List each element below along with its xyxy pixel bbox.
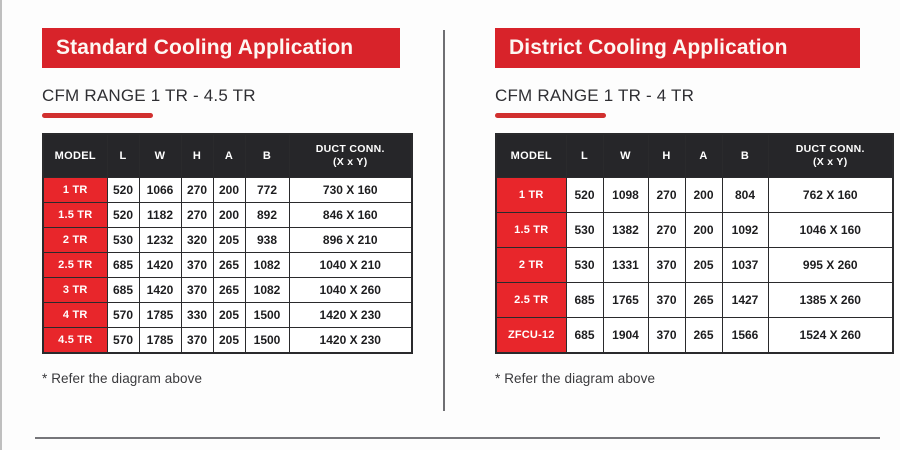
cell-duct-conn: 1040 X 260	[289, 278, 412, 303]
table-row	[496, 178, 893, 213]
cell-h: 270	[181, 203, 213, 228]
column-header-b: B	[722, 134, 768, 178]
duct-header-line1: DUCT CONN.	[795, 142, 865, 155]
cell-model: 1.5 TR	[43, 203, 107, 228]
duct-header-line2: (X x Y)	[812, 156, 848, 168]
cell-a: 205	[213, 303, 245, 328]
cell-b: 1566	[722, 318, 768, 353]
cell-model: 4.5 TR	[43, 328, 107, 353]
cell-w: 1420	[139, 278, 181, 303]
cell-b: 1092	[722, 213, 768, 248]
cell-duct-conn: 1385 X 260	[768, 283, 893, 318]
table-row	[496, 318, 893, 353]
table-row	[43, 253, 412, 278]
cell-h: 370	[181, 278, 213, 303]
column-header-model: MODEL	[43, 134, 107, 178]
cell-model: 2 TR	[496, 248, 566, 283]
table-body-district	[496, 178, 893, 353]
cell-l: 530	[566, 213, 603, 248]
cell-l: 685	[107, 253, 139, 278]
cell-a: 205	[685, 248, 722, 283]
cell-l: 520	[566, 178, 603, 213]
panel-district-cooling	[452, 0, 900, 450]
cell-h: 270	[648, 178, 685, 213]
cell-w: 1904	[603, 318, 648, 353]
cell-l: 530	[107, 228, 139, 253]
cell-a: 265	[213, 253, 245, 278]
cell-l: 520	[107, 203, 139, 228]
table-header-row	[496, 134, 893, 178]
cell-w: 1331	[603, 248, 648, 283]
cell-model: 3 TR	[43, 278, 107, 303]
cell-a: 205	[213, 228, 245, 253]
cell-w: 1420	[139, 253, 181, 278]
cell-a: 265	[685, 318, 722, 353]
cell-duct-conn: 995 X 260	[768, 248, 893, 283]
cell-l: 685	[107, 278, 139, 303]
cell-b: 938	[245, 228, 289, 253]
cell-a: 200	[213, 203, 245, 228]
column-header-l: L	[107, 134, 139, 178]
table-row	[43, 328, 412, 353]
column-header-duct-conn	[289, 134, 412, 178]
cell-w: 1382	[603, 213, 648, 248]
cell-w: 1785	[139, 303, 181, 328]
cell-duct-conn: 730 X 160	[289, 178, 412, 203]
cell-b: 892	[245, 203, 289, 228]
table-row	[43, 228, 412, 253]
table-header-row	[43, 134, 412, 178]
cell-w: 1182	[139, 203, 181, 228]
cell-a: 200	[213, 178, 245, 203]
column-header-a: A	[213, 134, 245, 178]
cell-w: 1785	[139, 328, 181, 353]
cell-model: ZFCU-12	[496, 318, 566, 353]
table-row	[43, 278, 412, 303]
cell-model: 2.5 TR	[496, 283, 566, 318]
duct-header-line1: DUCT CONN.	[315, 142, 385, 155]
table-row	[43, 303, 412, 328]
panel-standard-cooling	[2, 0, 452, 450]
bottom-horizontal-rule	[35, 437, 880, 439]
cell-h: 320	[181, 228, 213, 253]
cell-h: 370	[648, 248, 685, 283]
cell-h: 270	[181, 178, 213, 203]
cell-duct-conn: 896 X 210	[289, 228, 412, 253]
footnote-district: * Refer the diagram above	[495, 370, 656, 386]
cell-h: 370	[181, 328, 213, 353]
table-row	[496, 213, 893, 248]
table-body-standard	[43, 178, 412, 353]
cell-a: 205	[213, 328, 245, 353]
cell-h: 270	[648, 213, 685, 248]
cell-h: 370	[181, 253, 213, 278]
cell-b: 772	[245, 178, 289, 203]
cfm-range-district: CFM RANGE 1 TR - 4 TR	[495, 86, 695, 105]
cell-a: 200	[685, 213, 722, 248]
column-header-w: W	[603, 134, 648, 178]
cell-duct-conn: 1046 X 160	[768, 213, 893, 248]
cell-l: 685	[566, 283, 603, 318]
table-row	[43, 178, 412, 203]
table-row	[496, 248, 893, 283]
panel-title-banner-district: District Cooling Application	[495, 28, 860, 68]
cell-duct-conn: 1420 X 230	[289, 303, 412, 328]
cell-b: 1427	[722, 283, 768, 318]
cell-a: 200	[685, 178, 722, 213]
cell-model: 2 TR	[43, 228, 107, 253]
cell-b: 1082	[245, 278, 289, 303]
column-header-h: H	[648, 134, 685, 178]
cell-duct-conn: 762 X 160	[768, 178, 893, 213]
cell-w: 1765	[603, 283, 648, 318]
panel-divider	[443, 30, 445, 411]
cell-b: 1082	[245, 253, 289, 278]
cell-model: 1.5 TR	[496, 213, 566, 248]
cell-h: 370	[648, 318, 685, 353]
cell-l: 570	[107, 328, 139, 353]
cell-model: 4 TR	[43, 303, 107, 328]
cell-b: 1500	[245, 328, 289, 353]
footnote-standard: * Refer the diagram above	[42, 370, 203, 386]
cell-model: 2.5 TR	[43, 253, 107, 278]
panel-title-banner-standard: Standard Cooling Application	[42, 28, 400, 68]
panels-container	[2, 0, 900, 450]
accent-underline-district	[495, 113, 606, 118]
cell-h: 370	[648, 283, 685, 318]
column-header-l: L	[566, 134, 603, 178]
cell-w: 1066	[139, 178, 181, 203]
cell-b: 1037	[722, 248, 768, 283]
column-header-w: W	[139, 134, 181, 178]
duct-header-line2: (X x Y)	[332, 156, 368, 168]
cfm-range-standard: CFM RANGE 1 TR - 4.5 TR	[42, 86, 256, 105]
cell-duct-conn: 846 X 160	[289, 203, 412, 228]
cell-w: 1098	[603, 178, 648, 213]
column-header-h: H	[181, 134, 213, 178]
cell-duct-conn: 1420 X 230	[289, 328, 412, 353]
accent-underline-standard	[42, 113, 153, 118]
column-header-duct-conn	[768, 134, 893, 178]
cell-model: 1 TR	[43, 178, 107, 203]
cell-a: 265	[685, 283, 722, 318]
cell-l: 520	[107, 178, 139, 203]
cell-duct-conn: 1524 X 260	[768, 318, 893, 353]
spec-table-district	[495, 133, 894, 354]
cell-l: 685	[566, 318, 603, 353]
cell-b: 1500	[245, 303, 289, 328]
table-row	[43, 203, 412, 228]
cell-w: 1232	[139, 228, 181, 253]
spec-table-standard	[42, 133, 413, 354]
cell-duct-conn: 1040 X 210	[289, 253, 412, 278]
cell-h: 330	[181, 303, 213, 328]
column-header-a: A	[685, 134, 722, 178]
cell-a: 265	[213, 278, 245, 303]
cell-b: 804	[722, 178, 768, 213]
cell-l: 530	[566, 248, 603, 283]
column-header-model: MODEL	[496, 134, 566, 178]
cell-model: 1 TR	[496, 178, 566, 213]
column-header-b: B	[245, 134, 289, 178]
table-row	[496, 283, 893, 318]
cell-l: 570	[107, 303, 139, 328]
